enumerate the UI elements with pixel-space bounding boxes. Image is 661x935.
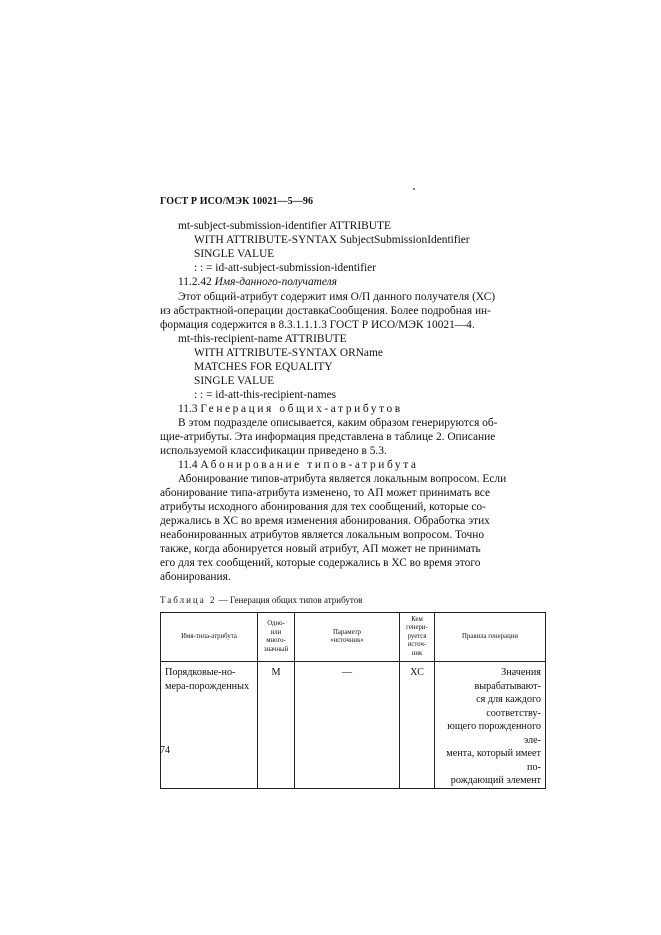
table-row [161,662,546,789]
table-cell: ХС [400,662,435,789]
text-line: Этот общий-атрибут содержит имя О/П данного получателя (ХС) [178,291,496,303]
section-number: 11.3 [178,403,201,415]
page-header: ГОСТ Р ИСО/МЭК 10021—5—96 [160,196,314,207]
table-cell: — [295,662,400,789]
text-line: SINGLE VALUE [194,248,275,260]
text-line: абонирование типа-атрибута изменено, то АП может принимать все [160,487,491,499]
text-line: используемой классификации приведено в 5.3. [160,445,387,457]
page-number: 74 [160,745,170,756]
text-line: MATCHES FOR EQUALITY [194,361,333,373]
text-line: из абстрактной-операции доставкаСообщения. Более подробная ин- [160,305,491,317]
section-title: Генерация общих-атрибутов [200,403,403,415]
speck [413,188,415,190]
text-line: щие-атрибуты. Эта информация представлена в таблице 2. Описание [160,431,496,443]
table-header-row [161,613,546,662]
table-caption [160,595,362,605]
text-line: держались в ХС во время изменения абонирования. Обработка этих [160,515,490,527]
subsection-title: Имя-данного-получателя [214,276,337,288]
table-caption-title: — Генерация общих типов атрибутов [216,595,363,605]
column-header: Правила генерации [435,613,546,662]
attribute-generation-table [160,612,546,789]
table-cell: Порядковые-но- мера-порожденных [161,662,258,789]
text-line: его для тех сообщений, которые содержались в ХС во время этого [160,557,481,569]
column-header: Имя-типа-атрибута [161,613,258,662]
text-line: mt-subject-submission-identifier ATTRIBUTE [178,220,391,232]
text-line: формация содержится в 8.3.1.1.1.3 ГОСТ Р ИСО/МЭК 10021—4. [160,319,475,331]
text-line: SINGLE VALUE [194,375,275,387]
text-line: mt-this-recipient-name ATTRIBUTE [178,333,347,345]
column-header: Кем генери- руется источ- ник [400,613,435,662]
text-line: абонирования. [160,571,231,583]
text-line: WITH ATTRIBUTE-SYNTAX ORName [194,347,383,359]
text-line: : : = id-att-subject-submission-identifier [194,262,376,274]
text-line: Абонирование типов-атрибута является локальным вопросом. Если [178,473,507,485]
text-line: В этом подразделе описывается, каким образом генерируются об- [178,417,498,429]
table-caption-label: Таблица 2 [160,595,217,605]
table-cell: М [258,662,295,789]
column-header: Параметр «источник» [295,613,400,662]
section-heading [178,458,419,472]
column-header: Одно- или много- значный [258,613,295,662]
text-line: : : = id-att-this-recipient-names [194,389,337,401]
section-heading [178,402,403,416]
subsection-number: 11.2.42 [178,276,215,288]
text-line: неабонированных атрибутов является локальным вопросом. Точно [160,529,485,541]
section-number: 11.4 [178,459,201,471]
text-line: атрибуты исходного абонирования для тех сообщений, которые со- [160,501,486,513]
text-line: WITH ATTRIBUTE-SYNTAX SubjectSubmissionIdentifier [194,234,470,246]
table-cell: Значения вырабатывают- ся для каждого соответству- ющего порожденного эле- мента, который имеет по- рождающий элемент [435,662,546,789]
section-title: Абонирование типов-атрибута [200,459,419,471]
text-line: также, когда абонируется новый атрибут, АП может не принимать [160,543,481,555]
subsection-heading [178,275,337,289]
